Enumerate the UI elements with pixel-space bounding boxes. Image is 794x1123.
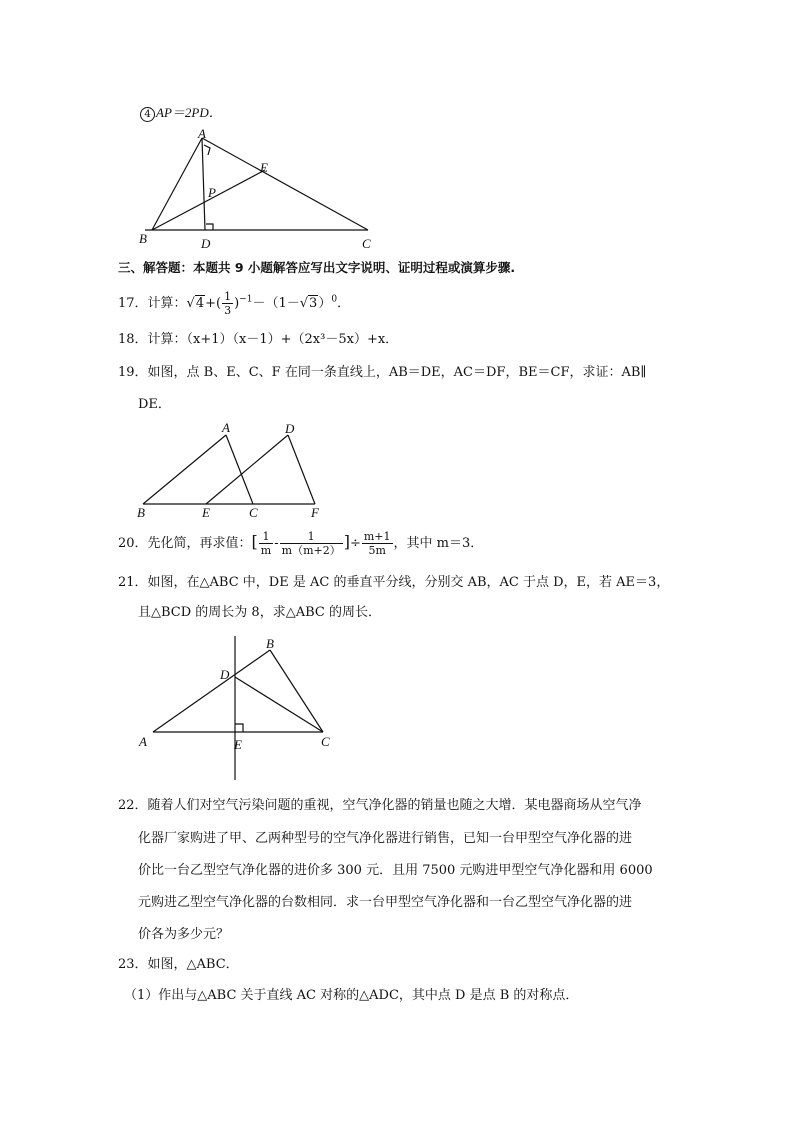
q17-minus: －（1－ bbox=[252, 296, 300, 311]
fig-top-label-p: P bbox=[208, 185, 216, 200]
question-21-line-2: 且△BCD 的周长为 8，求△ABC 的周长． bbox=[138, 605, 381, 620]
fig-top-label-a: A bbox=[198, 126, 206, 141]
fig21-label-b: B bbox=[266, 636, 274, 651]
question-21-line-1: 21．如图，在△ABC 中，DE 是 AC 的垂直平分线，分别交 AB，AC 于点 D，E，若 AE＝3， bbox=[118, 575, 670, 590]
q20-fraction-1: $\frac{1}{m}$ bbox=[260, 530, 272, 557]
q17-end: ． bbox=[337, 296, 351, 311]
triangle-figure-19 bbox=[133, 420, 333, 520]
circled-number: 4 bbox=[140, 107, 155, 122]
question-18: 18．计算：（x+1）（x－1）+（2x³－5x）+x． bbox=[118, 332, 399, 347]
triangle-figure-abc-top bbox=[135, 126, 395, 251]
question-20 bbox=[118, 530, 483, 557]
q17-close: ) bbox=[234, 296, 240, 311]
q20-label: 20．先化简，再求值： bbox=[118, 536, 252, 551]
triangle-figure-21 bbox=[133, 632, 343, 782]
fig-top-label-b: B bbox=[139, 231, 147, 246]
item-4 bbox=[140, 104, 222, 123]
q20-fraction-2: $\frac{1}{m(m+2)}$ bbox=[281, 530, 341, 557]
fig21-label-d: D bbox=[220, 667, 230, 682]
fig-top-label-d: D bbox=[201, 236, 211, 251]
question-22-line-1: 22．随着人们对空气污染问题的重视，空气净化器的销量也随之大增．某电器商场从空气净 bbox=[118, 798, 642, 813]
fig19-label-b: B bbox=[137, 505, 145, 520]
fig19-label-c: C bbox=[249, 505, 258, 520]
question-22-line-3: 价比一台乙型空气净化器的进价多 300 元．且用 7500 元购进甲型空气净化器和用 6000 bbox=[138, 863, 653, 878]
fig21-label-c: C bbox=[321, 734, 330, 749]
fig-top-label-c: C bbox=[362, 236, 371, 251]
question-22-line-5: 价各为多少元？ bbox=[138, 927, 230, 942]
fig-top-label-e: E bbox=[260, 160, 268, 175]
q17-fraction: $\frac{1}{3}$ bbox=[224, 290, 232, 317]
q20-tail: ，其中 m＝3． bbox=[393, 536, 484, 551]
question-22-line-2: 化器厂家购进了甲、乙两种型号的空气净化器进行销售，已知一台甲型空气净化器的进 bbox=[138, 831, 633, 846]
question-22-line-4: 元购进乙型空气净化器的台数相同．求一台甲型空气净化器和一台乙型空气净化器的进 bbox=[138, 895, 633, 910]
q20-divide: ÷ bbox=[349, 536, 361, 551]
section-3-heading: 三、解答题：本题共 9 小题解答应写出文字说明、证明过程或演算步骤. bbox=[118, 260, 516, 275]
question-23-line-1: 23．如图，△ABC． bbox=[118, 957, 239, 972]
fig19-label-e: E bbox=[202, 505, 210, 520]
fig19-label-a: A bbox=[222, 420, 230, 435]
q17-sqrt-3: √3 bbox=[299, 296, 318, 311]
question-17 bbox=[118, 290, 350, 317]
question-19-line-1: 19．如图，点 B、E、C、F 在同一条直线上，AB＝DE，AC＝DF，BE＝CF，求证：AB∥ bbox=[118, 365, 647, 380]
q17-label: 17．计算： bbox=[118, 296, 187, 311]
q17-exp-0: 0 bbox=[331, 294, 338, 305]
q17-plus: +( bbox=[205, 296, 222, 311]
fig19-label-d: D bbox=[285, 421, 295, 436]
fig21-label-a: A bbox=[139, 734, 147, 749]
q17-close2: ） bbox=[318, 296, 332, 311]
q20-fraction-3: $\frac{m+1}{5m}$ bbox=[363, 530, 391, 557]
question-19-line-2: DE． bbox=[138, 397, 171, 412]
fig19-label-f: F bbox=[311, 505, 319, 520]
q20-minus: - bbox=[274, 536, 279, 551]
item-4-text: AP＝2PD． bbox=[156, 105, 222, 120]
fig21-label-e: E bbox=[234, 737, 242, 752]
q17-exp-neg1: −1 bbox=[239, 294, 253, 305]
q20-close: ] bbox=[343, 532, 350, 551]
q20-open: [ bbox=[251, 532, 258, 551]
question-23-line-2: （1）作出与△ABC 关于直线 AC 对称的△ADC，其中点 D 是点 B 的对称点． bbox=[124, 988, 579, 1003]
q17-sqrt: √4 bbox=[186, 296, 205, 311]
